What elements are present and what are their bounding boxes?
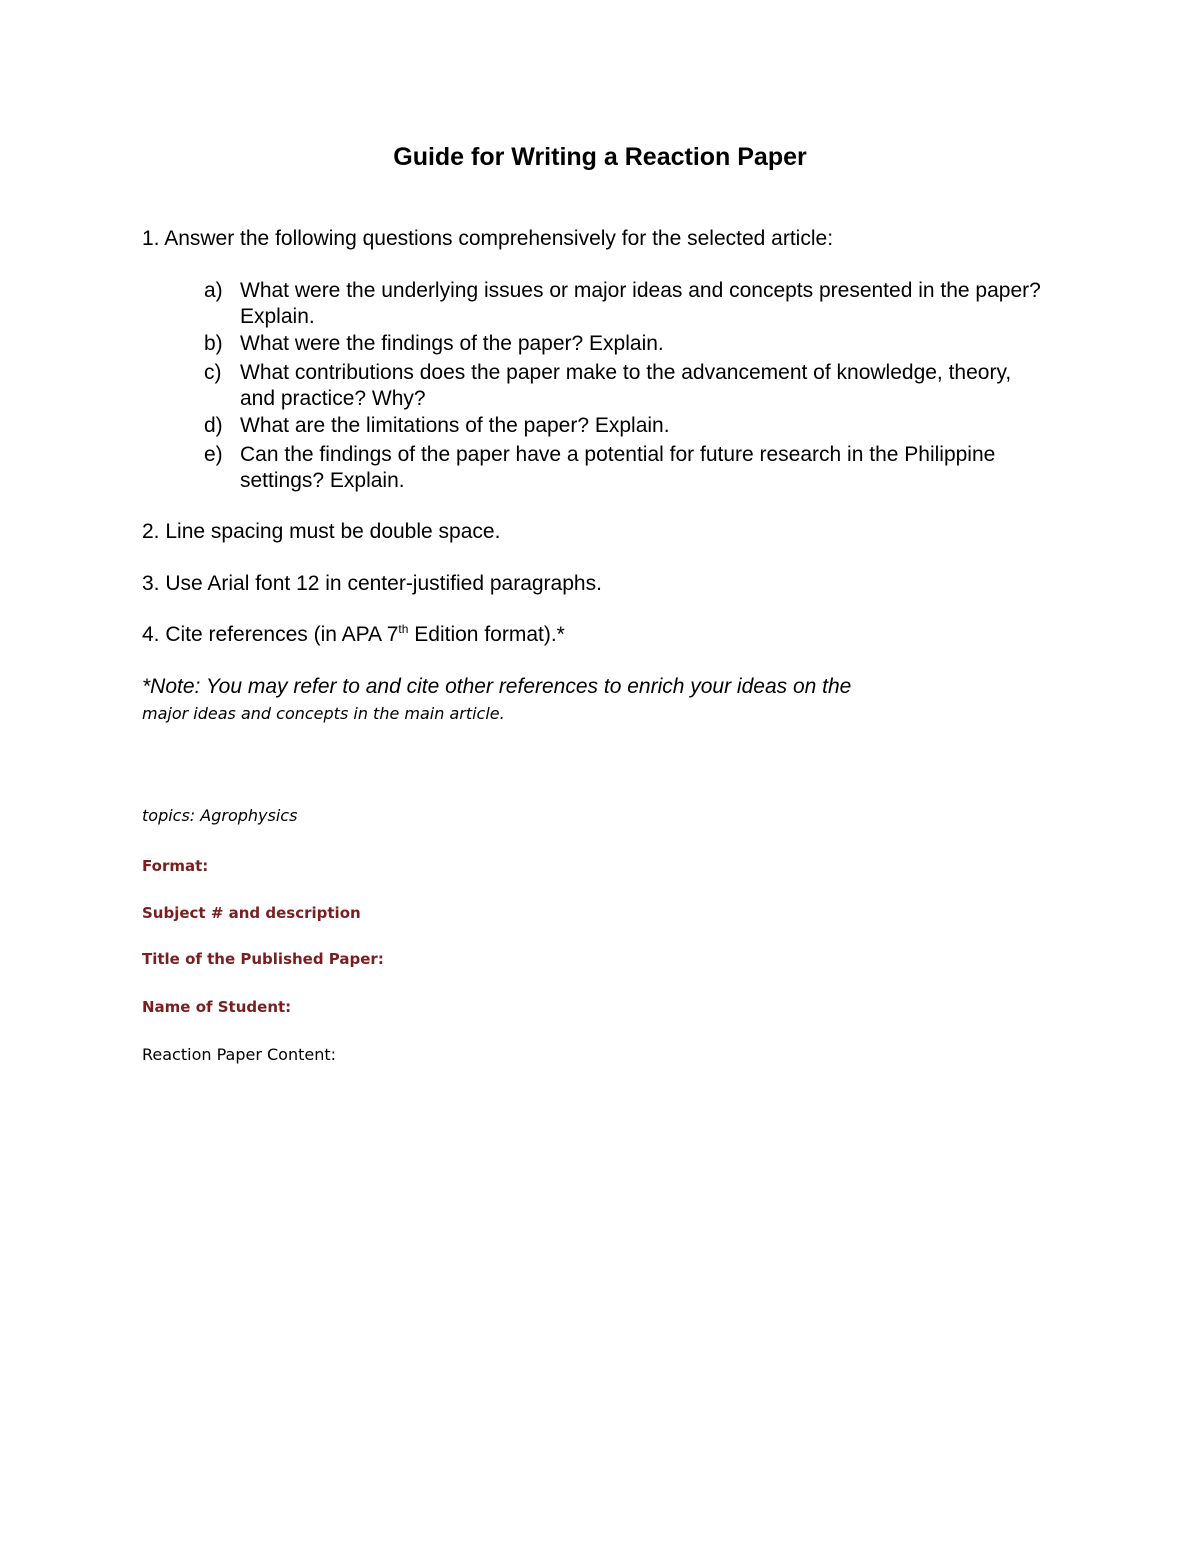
- instruction-4-start: 4. Cite references (in APA 7: [142, 623, 399, 646]
- topics-line: topics: Agrophysics: [142, 806, 298, 825]
- instruction-4: [142, 622, 565, 648]
- instruction-4-end: Edition format).*: [408, 623, 565, 646]
- question-text: What were the findings of the paper? Explain.: [240, 332, 664, 355]
- student-name-label: Name of Student:: [142, 998, 292, 1016]
- instruction-3: 3. Use Arial font 12 in center-justified paragraphs.: [142, 572, 602, 595]
- question-marker: e): [204, 443, 223, 466]
- reaction-content-label: Reaction Paper Content:: [142, 1045, 336, 1064]
- paper-title-label: Title of the Published Paper:: [142, 950, 384, 968]
- question-text: Can the findings of the paper have a potential for future research in the Philippine settings? Explain.: [240, 443, 996, 492]
- superscript-th: th: [398, 622, 409, 636]
- question-text: What contributions does the paper make to the advancement of knowledge, theory, and practice? Why?: [240, 361, 1012, 410]
- document-title: Guide for Writing a Reaction Paper: [393, 143, 807, 171]
- note-line-2: major ideas and concepts in the main article.: [142, 704, 505, 723]
- question-marker: a): [204, 279, 223, 302]
- question-marker: c): [204, 361, 222, 384]
- note-line-1: *Note: You may refer to and cite other references to enrich your ideas on the: [142, 675, 852, 698]
- instruction-1: 1. Answer the following questions comprehensively for the selected article:: [142, 227, 834, 250]
- instruction-2: 2. Line spacing must be double space.: [142, 520, 501, 543]
- question-text: What are the limitations of the paper? Explain.: [240, 414, 670, 437]
- format-label: Format:: [142, 857, 209, 875]
- question-marker: d): [204, 414, 223, 437]
- question-marker: b): [204, 332, 223, 355]
- question-text: What were the underlying issues or major ideas and concepts presented in the paper? Explain.: [240, 279, 1041, 328]
- subject-label: Subject # and description: [142, 904, 361, 922]
